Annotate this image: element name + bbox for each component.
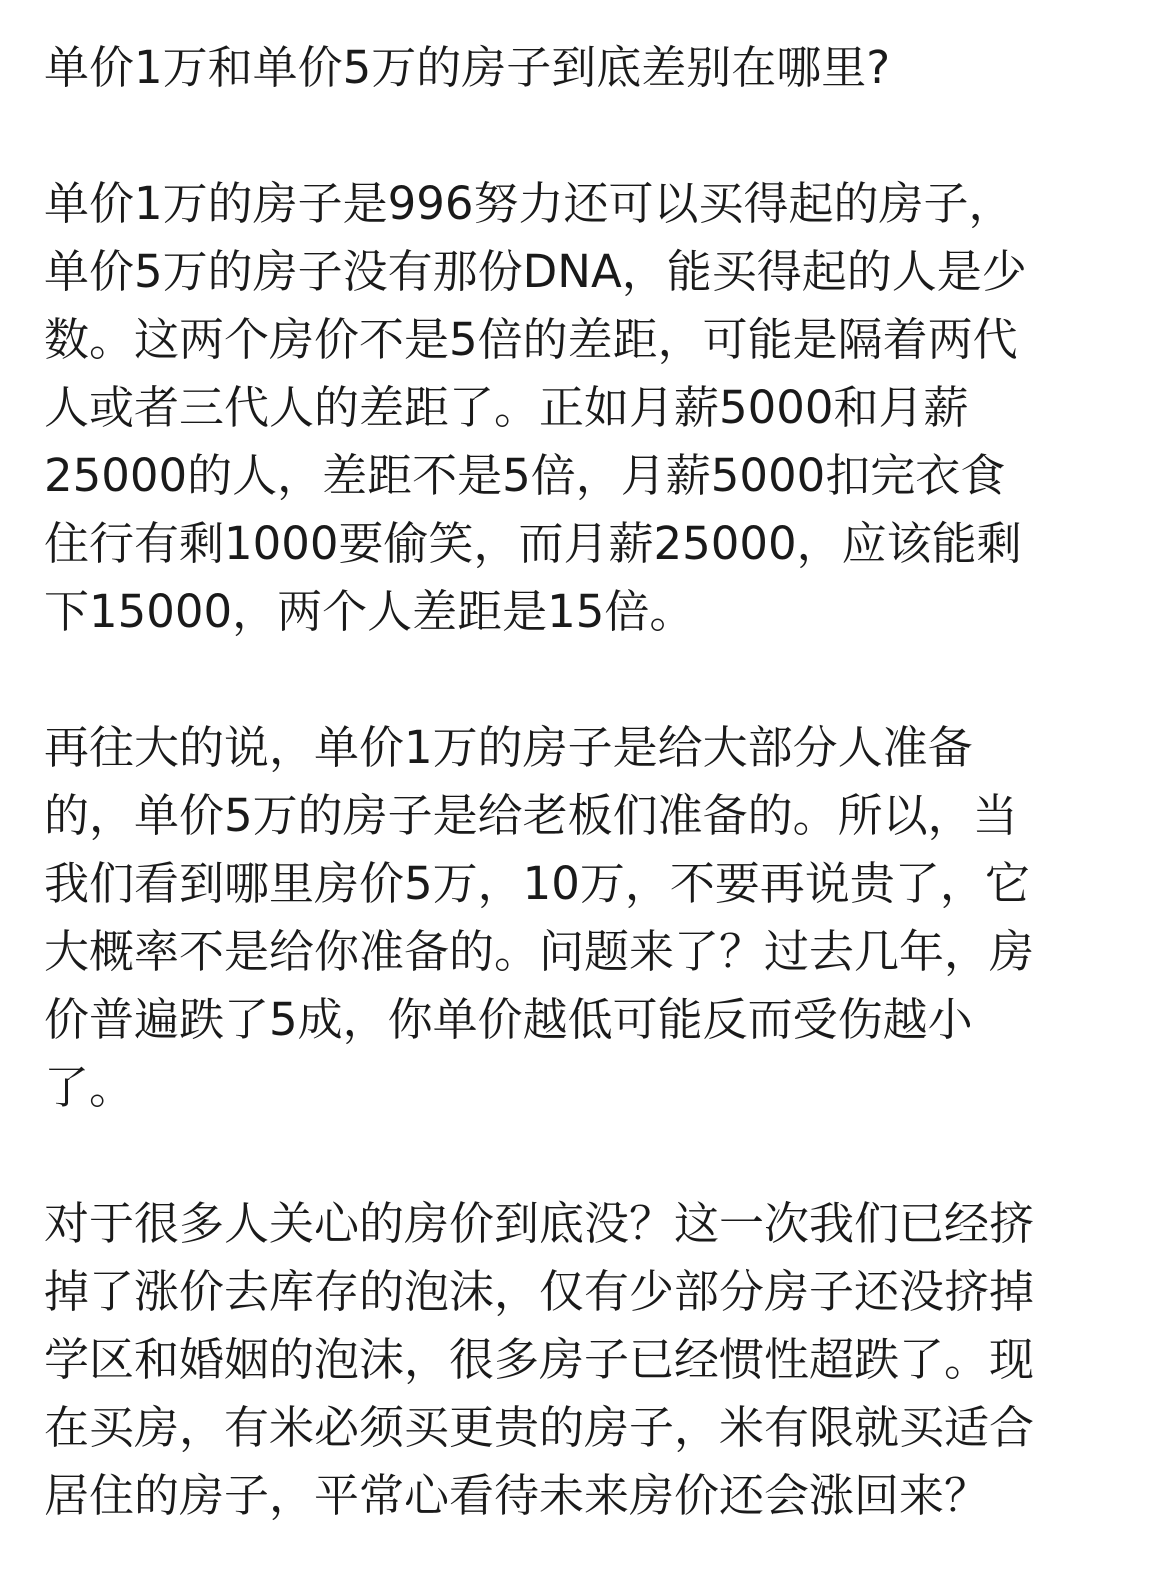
paragraph-line: 的，单价5万的房子是给老板们准备的。所以，当: [44, 789, 1018, 842]
paragraph-line: 下15000，两个人差距是15倍。: [44, 585, 695, 638]
paragraph-line: 价普遍跌了5成，你单价越低可能反而受伤越小: [44, 993, 973, 1046]
paragraph-2: [44, 714, 1134, 1122]
paragraph-line: 居住的房子，平常心看待未来房价还会涨回来？: [44, 1469, 990, 1522]
paragraph-spacer: [44, 1122, 1134, 1190]
paragraph-line: 在买房，有米必须买更贵的房子，米有限就买适合: [44, 1401, 1035, 1454]
paragraph-line: 大概率不是给你准备的。问题来了？过去几年，房: [44, 925, 1035, 978]
paragraph-line: 再往大的说，单价1万的房子是给大部分人准备: [44, 721, 973, 774]
paragraph-line: 数。这两个房价不是5倍的差距，可能是隔着两代: [44, 313, 1018, 366]
paragraph-line: 单价1万的房子是996努力还可以买得起的房子，: [44, 177, 1014, 230]
paragraph-line: 了。: [44, 1061, 135, 1114]
paragraph-spacer: [44, 102, 1134, 170]
paragraph-line: 我们看到哪里房价5万，10万，不要再说贵了，它: [44, 857, 1030, 910]
article: [44, 34, 1134, 1530]
paragraph-line: 单价5万的房子没有那份DNA，能买得起的人是少: [44, 245, 1027, 298]
paragraph-line: 人或者三代人的差距了。正如月薪5000和月薪: [44, 381, 969, 434]
paragraph-line: 25000的人，差距不是5倍，月薪5000扣完衣食: [44, 449, 1006, 502]
paragraph-line: 住行有剩1000要偷笑，而月薪25000，应该能剩: [44, 517, 1022, 570]
paragraph-3: [44, 1190, 1134, 1530]
paragraph-line: 掉了涨价去库存的泡沫，仅有少部分房子还没挤掉: [44, 1265, 1035, 1318]
paragraph-spacer: [44, 646, 1134, 714]
article-title: 单价1万和单价5万的房子到底差别在哪里?: [44, 41, 891, 94]
paragraph-line: 学区和婚姻的泡沫，很多房子已经惯性超跌了。现: [44, 1333, 1035, 1386]
paragraph-line: 对于很多人关心的房价到底没？这一次我们已经挤: [44, 1197, 1035, 1250]
paragraph-1: [44, 170, 1134, 646]
